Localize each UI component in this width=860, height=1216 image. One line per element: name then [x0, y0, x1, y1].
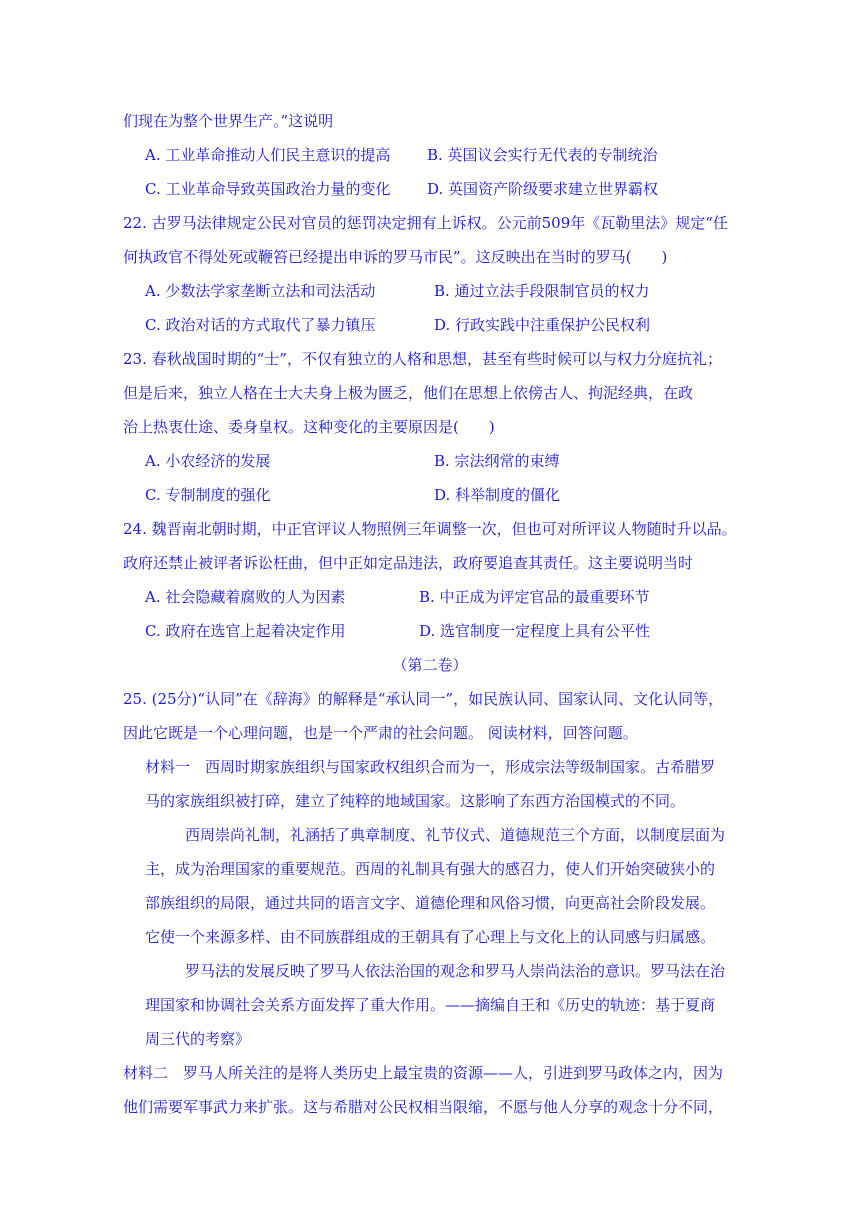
material-1-para2-line4: 它使一个来源多样、由不同族群组成的王朝具有了心理上与文化上的认同感与归属感。 [145, 928, 716, 946]
q24-stem-line1: 24. 魏晋南北朝时期，中正官评议人物照例三年调整一次，但也可对所评议人物随时升以品。 [123, 520, 737, 538]
q25-stem-line1: 25. (25分)“认同”在《辞海》的解释是“承认同一”，如民族认同、国家认同、文化认同等， [123, 690, 724, 708]
material-1-para3-line2: 理国家和协调社会关系方面发挥了重大作用。——摘编自王和《历史的轨迹：基于夏商 [145, 996, 716, 1014]
q21-option-a: A. 工业革命推动人们民主意识的提高 [145, 146, 391, 164]
q23-option-d: D. 科举制度的僵化 [434, 486, 561, 504]
q24-option-c: C. 政府在选官上起着决定作用 [145, 622, 346, 640]
q22-stem-line1: 22. 古罗马法律规定公民对官员的惩罚决定拥有上诉权。公元前509年《瓦勒里法》规定“任 [123, 214, 728, 232]
material-1-para3-line3: 周三代的考察》 [145, 1030, 251, 1048]
material-2-line1: 材料二 罗马人所关注的是将人类历史上最宝贵的资源——人，引进到罗马政体之内，因为 [123, 1064, 724, 1082]
material-1-para2-line1: 西周崇尚礼制，礼涵括了典章制度、礼节仪式、道德规范三个方面，以制度层面为 [185, 826, 726, 844]
q24-option-a: A. 社会隐藏着腐败的人为因素 [145, 588, 346, 606]
material-1-line1: 材料一 西周时期家族组织与国家政权组织合而为一，形成宗法等级制国家。古希腊罗 [145, 758, 716, 776]
q23-option-a: A. 小农经济的发展 [145, 452, 271, 470]
q24-option-d: D. 选官制度一定程度上具有公平性 [419, 622, 651, 640]
q22-option-b: B. 通过立法手段限制官员的权力 [434, 282, 650, 300]
q21-option-c: C. 工业革命导致英国政治力量的变化 [145, 180, 391, 198]
q23-option-c: C. 专制制度的强化 [145, 486, 271, 504]
material-1-para3-line1: 罗马法的发展反映了罗马人依法治国的观念和罗马人崇尚法治的意识。罗马法在治 [185, 962, 726, 980]
q23-stem-line3: 治上热衷仕途、委身皇权。这种变化的主要原因是( ) [123, 418, 495, 436]
section-2-title: （第二卷） [392, 656, 468, 674]
material-1-line2: 马的家族组织被打碎，建立了纯粹的地域国家。这影响了东西方治国模式的不同。 [145, 792, 686, 810]
q23-stem-line2: 但是后来，独立人格在士大夫身上极为匮乏，他们在思想上依傍古人、拘泥经典，在政 [123, 384, 694, 402]
material-2-line2: 他们需要军事武力来扩张。这与希腊对公民权相当限缩，不愿与他人分享的观念十分不同， [123, 1098, 724, 1116]
q21-option-d: D. 英国资产阶级要求建立世界霸权 [427, 180, 659, 198]
q22-option-c: C. 政治对话的方式取代了暴力镇压 [145, 316, 376, 334]
q22-option-a: A. 少数法学家垄断立法和司法活动 [145, 282, 376, 300]
q24-option-b: B. 中正成为评定官品的最重要环节 [419, 588, 650, 606]
q23-option-b: B. 宗法纲常的束缚 [434, 452, 560, 470]
q24-stem-line2: 政府还禁止被评者诉讼枉曲，但中正如定品违法，政府要追查其责任。这主要说明当时 [123, 554, 694, 572]
q22-option-d: D. 行政实践中注重保护公民权利 [434, 316, 651, 334]
material-1-para2-line2: 主，成为治理国家的重要规范。西周的礼制具有强大的感召力，使人们开始突破狭小的 [145, 860, 716, 878]
q25-stem-line2: 因此它既是一个心理问题，也是一个严肃的社会问题。 阅读材料，回答问题。 [123, 724, 638, 742]
q21-option-b: B. 英国议会实行无代表的专制统治 [427, 146, 658, 164]
material-1-para2-line3: 部族组织的局限，通过共同的语言文字、道德伦理和风俗习惯，向更高社会阶段发展。 [145, 894, 716, 912]
q21-stem-tail: 们现在为整个世界生产。”这说明 [123, 112, 334, 130]
q23-stem-line1: 23. 春秋战国时期的“士”，不仅有独立的人格和思想，甚至有些时候可以与权力分庭抗礼； [123, 350, 722, 368]
q22-stem-line2: 何执政官不得处死或鞭笞已经提出申诉的罗马市民”。这反映出在当时的罗马( ) [123, 248, 668, 266]
